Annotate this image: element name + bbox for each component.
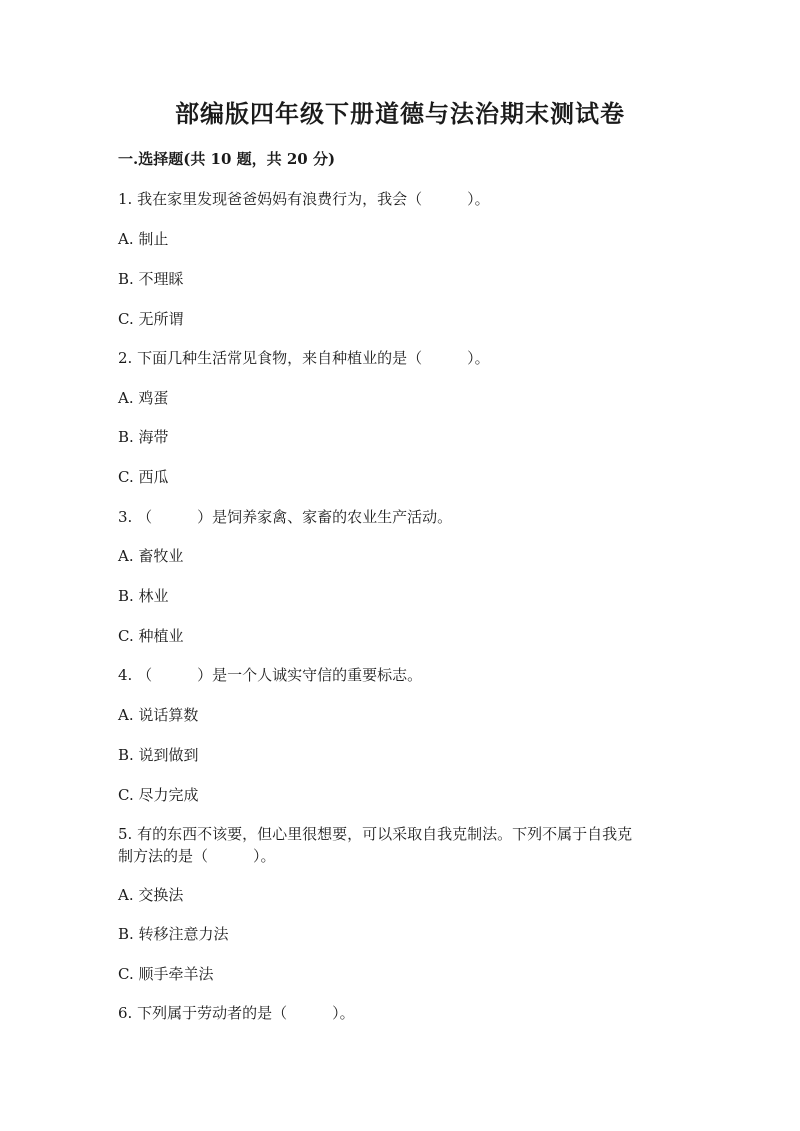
question-1-stem: 1. 我在家里发现爸爸妈妈有浪费行为，我会（ ）。 <box>118 190 490 208</box>
question-5-stem-line-1: 5. 有的东西不该要，但心里很想要，可以采取自我克制法。下列不属于自我克 <box>118 825 633 843</box>
question-3-stem: 3. （ ）是饲养家禽、家畜的农业生产活动。 <box>118 508 453 526</box>
question-3-option-b: B. 林业 <box>118 587 169 605</box>
question-2-option-a: A. 鸡蛋 <box>118 389 169 407</box>
question-4-option-c: C. 尽力完成 <box>118 786 199 804</box>
question-4-option-b: B. 说到做到 <box>118 746 199 764</box>
question-4-option-a: A. 说话算数 <box>118 706 199 724</box>
question-4-stem: 4. （ ）是一个人诚实守信的重要标志。 <box>118 666 423 684</box>
question-5-option-c: C. 顺手牵羊法 <box>118 965 214 983</box>
question-1-option-a: A. 制止 <box>118 230 169 248</box>
section-heading: 一.选择题(共 10 题，共 20 分) <box>118 150 336 168</box>
question-1-option-c: C. 无所谓 <box>118 310 184 328</box>
question-2-option-c: C. 西瓜 <box>118 468 169 486</box>
question-5-stem-line-2: 制方法的是（ ）。 <box>118 847 276 865</box>
question-3-option-c: C. 种植业 <box>118 627 184 645</box>
question-1-option-b: B. 不理睬 <box>118 270 184 288</box>
question-2-option-b: B. 海带 <box>118 428 169 446</box>
question-5-option-b: B. 转移注意力法 <box>118 925 229 943</box>
question-3-option-a: A. 畜牧业 <box>118 547 184 565</box>
question-2-stem: 2. 下面几种生活常见食物，来自种植业的是（ ）。 <box>118 349 490 367</box>
question-6-stem: 6. 下列属于劳动者的是（ ）。 <box>118 1004 355 1022</box>
document-title: 部编版四年级下册道德与法治期末测试卷 <box>175 99 625 128</box>
question-5-option-a: A. 交换法 <box>118 886 184 904</box>
